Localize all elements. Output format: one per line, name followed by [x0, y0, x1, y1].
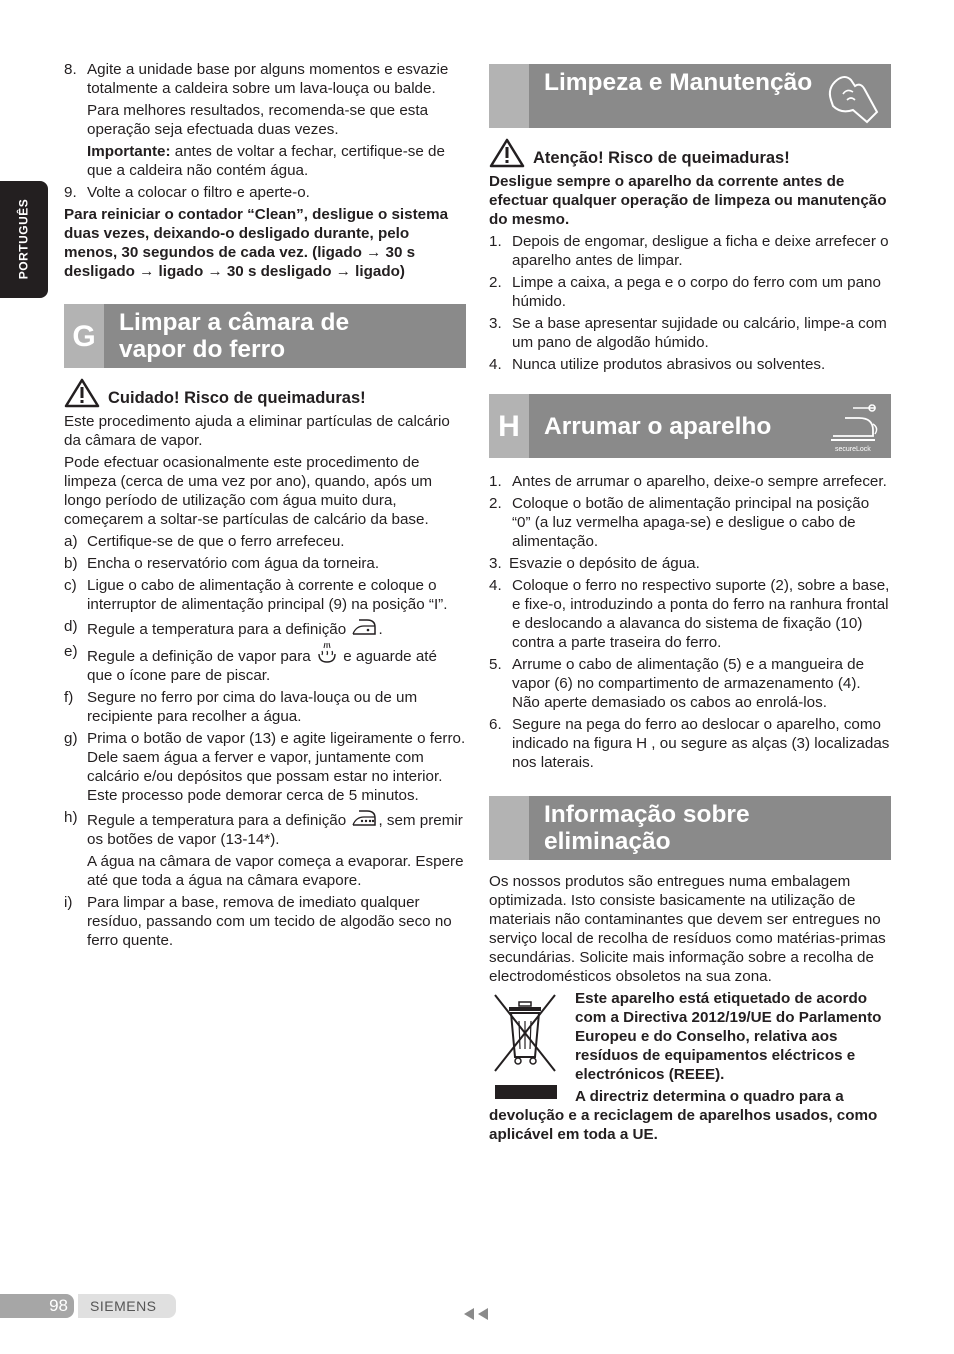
left-column	[64, 60, 466, 953]
icon-caption: secureLock	[835, 446, 871, 453]
step-h	[64, 808, 466, 849]
step-h-extra: A água na câmara de vapor começa a evaporar. Espere até que toda a água na câmara evapore.	[87, 853, 464, 889]
iron-one-dot-icon	[350, 617, 378, 637]
disposal-paragraph: Os nossos produtos são entregues numa embalagem optimizada. Isto consiste basicamente na utilização de materiais não contaminantes que devem ser entregues no serviço local de recolha de resíduos como matérias-primas secundárias. Solicite mais informação sobre a recolha de electrodomésticos obsoletos na sua zona.	[489, 873, 886, 985]
step-8	[64, 60, 466, 98]
reset-note: Para reiniciar o contador “Clean”, desligue o sistema duas vezes, deixando-o desligado durante, pelo menos, 30 segundos de cada vez. (ligado → 30 s desligado → ligado → 30 s desligado → ligado)	[64, 206, 449, 280]
step-letter: f)	[64, 689, 74, 706]
section-info-heading	[489, 796, 891, 860]
safety-note: Desligue sempre o aparelho da corrente antes de efectuar qualquer operação de limpeza ou manutenção do mesmo.	[489, 173, 887, 228]
step-letter: c)	[64, 577, 77, 594]
item-text: Arrume o cabo de alimentação (5) e a mangueira de vapor (6) no compartimento de armazenamento (4). Não aperte demasiado os cabos ao enrolá-los.	[512, 656, 865, 711]
section-title: Limpar a câmara de vapor do ferro	[119, 309, 350, 363]
section-title: Informação sobre eliminação	[544, 801, 750, 855]
section-title: Limpeza e Manutenção	[544, 69, 813, 96]
weee-directive-text: A directriz determina o quadro para a devolução e a reciclagem de aparelhos usados, como aplicável em toda a UE.	[489, 1088, 878, 1143]
important-text: antes de voltar a fechar, certifique-se de que a caldeira não contém água.	[87, 143, 445, 179]
item-number: 5.	[489, 656, 502, 673]
step-letter: g)	[64, 730, 78, 747]
item-number: 6.	[489, 716, 502, 733]
section-letter-blank	[489, 796, 529, 860]
item-number: 1.	[489, 473, 502, 490]
item-text: Segure na pega do ferro ao deslocar o aparelho, como indicado na figura H , ou segure as alças (3) localizadas nos laterais.	[512, 716, 890, 771]
language-tab-label: PORTUGUÊS	[16, 198, 31, 280]
step-end: , sem premir os botões de vapor (13-14*).	[87, 812, 463, 848]
step-letter: b)	[64, 555, 78, 572]
step-text: Prima o botão de vapor (13) e agite ligeiramente o ferro. Dele saem água a ferver e vapor, juntamente com calcário e/ou depósitos que possam estar no interior. Este processo pode demorar cerca de 5 minutos.	[87, 730, 466, 804]
step-c	[64, 576, 466, 614]
item-number: 2.	[489, 495, 502, 512]
securelock-iron-icon	[823, 400, 885, 454]
list-item	[489, 715, 891, 772]
steam-setting-icon	[315, 642, 339, 664]
list-item	[489, 576, 891, 652]
item-text: Limpe a caixa, a pega e o corpo do ferro com um pano húmido.	[512, 274, 881, 310]
step-text: Regule a temperatura para a definição	[87, 812, 347, 829]
item-text: Esvazie o depósito de água.	[509, 555, 700, 572]
step-letter: d)	[64, 618, 78, 635]
step-f	[64, 688, 466, 726]
section-g-heading	[64, 304, 466, 368]
step-number: 9.	[64, 184, 77, 201]
step-number: 8.	[64, 61, 77, 78]
section-limpeza-heading	[489, 64, 891, 128]
step-8-important	[64, 142, 466, 180]
item-text: Nunca utilize produtos abrasivos ou solventes.	[512, 356, 826, 373]
step-text: Para limpar a base, remova de imediato qualquer resíduo, passando com um tecido de algodão seco no ferro quente.	[87, 894, 452, 949]
item-text: Antes de arrumar o aparelho, deixe-o sempre arrefecer.	[512, 473, 887, 490]
list-item	[489, 655, 891, 712]
important-label: Importante:	[87, 143, 171, 160]
list-item	[489, 232, 891, 270]
list-item	[489, 554, 891, 573]
intro-paragraph: Pode efectuar ocasionalmente este procedimento de limpeza (cerca de uma vez por ano), quando, após um longo período de utilização com água muito dura, começarem a soltar-se partículas de calcário da base.	[64, 454, 433, 528]
step-d	[64, 617, 466, 639]
double-arrow-left-icon	[462, 1306, 490, 1322]
list-item	[489, 314, 891, 352]
section-letter-blank	[489, 64, 529, 128]
item-text: Coloque o ferro no respectivo suporte (2), sobre a base, e fixe-o, introduzindo a ponta do ferro na ranhura frontal e deslocando a alavanca do sistema de fixação (10) contra a parte traseira do ferro.	[512, 577, 890, 651]
warning-row	[64, 378, 466, 408]
section-h-heading	[489, 394, 891, 458]
step-end: e aguarde até que o ícone pare de piscar.	[87, 648, 437, 684]
weee-label-text: Este aparelho está etiquetado de acordo com a Directiva 2012/19/UE do Parlamento Europeu e do Conselho, relativa aos resíduos de equipamentos eléctricos e electrónicos (REEE).	[575, 990, 882, 1083]
item-text: Depois de engomar, desligue a ficha e deixe arrefecer o aparelho antes de limpar.	[512, 233, 889, 269]
step-letter: e)	[64, 643, 78, 660]
section-letter: H	[489, 394, 529, 458]
warning-triangle-icon	[489, 138, 525, 168]
step-b	[64, 554, 466, 573]
step-text: Certifique-se de que o ferro arrefeceu.	[87, 533, 345, 550]
step-e	[64, 642, 466, 685]
step-text: Regule a temperatura para a definição	[87, 621, 347, 638]
item-number: 3.	[489, 555, 502, 572]
item-text: Se a base apresentar sujidade ou calcário, limpe-a com um pano de algodão húmido.	[512, 315, 887, 351]
weee-block	[489, 989, 891, 1144]
list-item	[489, 355, 891, 374]
warning-text: Cuidado! Risco de queimaduras!	[108, 389, 366, 407]
page-number: 98	[0, 1294, 74, 1318]
step-text: Volte a colocar o filtro e aperte-o.	[87, 184, 310, 201]
list-item	[489, 273, 891, 311]
item-number: 4.	[489, 577, 502, 594]
step-text: Encha o reservatório com água da torneira.	[87, 555, 380, 572]
item-number: 3.	[489, 315, 502, 332]
step-text: Segure no ferro por cima do lava-louça ou de um recipiente para recolher a água.	[87, 689, 418, 725]
intro-paragraph: Este procedimento ajuda a eliminar partículas de calcário da câmara de vapor.	[64, 413, 450, 449]
section-letter: G	[64, 304, 104, 368]
step-8-tip: Para melhores resultados, recomenda-se que esta operação seja efectuada duas vezes.	[87, 102, 429, 138]
step-text: Agite a unidade base por alguns momentos e esvazie totalmente a caldeira sobre um lava-louça ou balde.	[87, 61, 449, 97]
step-letter: a)	[64, 533, 78, 550]
crossed-bin-icon	[491, 991, 559, 1101]
warning-row	[489, 138, 891, 168]
item-number: 1.	[489, 233, 502, 250]
step-i	[64, 893, 466, 950]
step-text: Ligue o cabo de alimentação à corrente e coloque o interruptor de alimentação principal (9) na posição “I”.	[87, 577, 448, 613]
step-letter: h)	[64, 809, 78, 826]
item-text: Coloque o botão de alimentação principal na posição “0” (a luz vermelha apaga-se) e desligue o cabo de alimentação.	[512, 495, 870, 550]
warning-triangle-icon	[64, 378, 100, 408]
item-number: 4.	[489, 356, 502, 373]
brand-label: SIEMENS	[78, 1294, 176, 1318]
step-end: .	[378, 621, 383, 638]
step-a	[64, 532, 466, 551]
step-g	[64, 729, 466, 805]
item-number: 2.	[489, 274, 502, 291]
right-column	[489, 64, 891, 1147]
list-item	[489, 494, 891, 551]
step-9	[64, 183, 466, 202]
warning-text: Atenção! Risco de queimaduras!	[533, 149, 790, 167]
iron-max-dots-icon	[350, 808, 378, 828]
section-title: Arrumar o aparelho	[544, 413, 772, 440]
hand-cloth-icon	[825, 70, 885, 124]
list-item	[489, 472, 891, 491]
language-tab	[0, 181, 48, 298]
step-letter: i)	[64, 894, 73, 911]
step-text: Regule a definição de vapor para	[87, 648, 311, 665]
